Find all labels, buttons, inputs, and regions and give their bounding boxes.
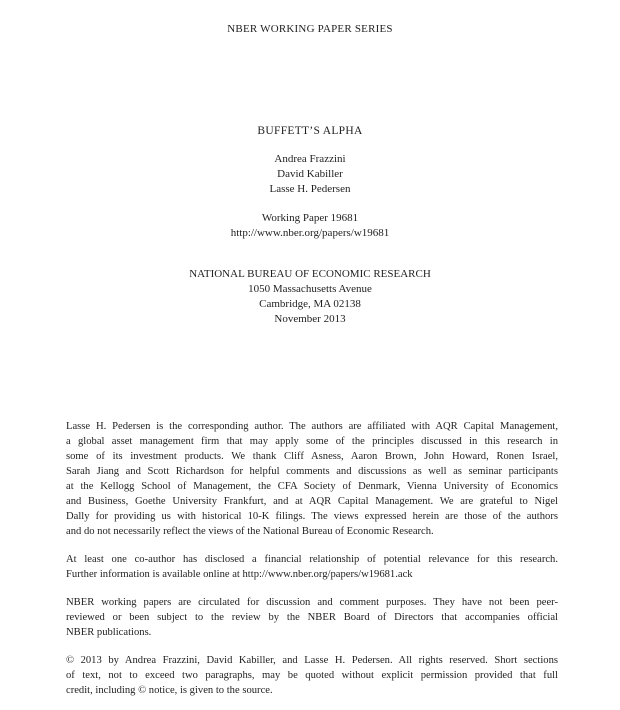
institution-name: NATIONAL BUREAU OF ECONOMIC RESEARCH (189, 268, 431, 280)
paragraph-line: reviewed or been subject to the review by the NBER Board of Directors that accompanies official (66, 612, 558, 623)
paragraph-line: some of its investment products. We thank Cliff Asness, Aaron Brown, John Howard, Ronen Israel, (66, 451, 558, 462)
paragraph-line: and Business, Goethe University Frankfurt, and at AQR Capital Management. We are grateful to Nigel (66, 496, 558, 507)
paragraph-line: Sarah Jiang and Scott Richardson for helpful comments and discussions as well as seminar participants (66, 466, 558, 477)
copyright-paragraph (66, 653, 558, 698)
circulation-paragraph (66, 595, 558, 640)
author-name: Andrea Frazzini (274, 153, 346, 165)
disclosure-paragraph (66, 552, 558, 582)
paragraph-line: a global asset management firm that may apply some of the principles discussed in this research in (66, 436, 558, 447)
author-name: David Kabiller (277, 168, 343, 180)
paragraph-line: and do not necessarily reflect the views of the National Bureau of Economic Research. (66, 526, 434, 537)
paragraph-line: Lasse H. Pedersen is the corresponding author. The authors are affiliated with AQR Capital Management, (66, 421, 558, 432)
publication-date: November 2013 (274, 313, 346, 325)
paper-info-block (0, 211, 620, 241)
working-paper-number: Working Paper 19681 (261, 212, 359, 224)
author-block (0, 152, 620, 197)
paper-title: BUFFETT’S ALPHA (257, 125, 363, 137)
author-name: Lasse H. Pedersen (269, 183, 351, 195)
acknowledgments-block (66, 419, 558, 710)
paragraph-line: NBER publications. (66, 627, 152, 638)
institution-block (0, 267, 620, 327)
paragraph-line: NBER working papers are circulated for discussion and comment purposes. They have not been peer- (66, 597, 558, 608)
paragraph-line: Further information is available online at http://www.nber.org/papers/w19681.ack (66, 569, 413, 580)
paragraph-line: credit, including © notice, is given to the source. (66, 685, 273, 696)
paragraph-line: at the Kellogg School of Management, the CFA Society of Denmark, Vienna University of Economics (66, 481, 558, 492)
paragraph-line: At least one co-author has disclosed a financial relationship of potential relevance for this research. (66, 554, 558, 565)
institution-street: 1050 Massachusetts Avenue (248, 283, 372, 295)
institution-city: Cambridge, MA 02138 (259, 298, 361, 310)
acknowledgments-paragraph (66, 419, 558, 539)
paragraph-line: of text, not to exceed two paragraphs, may be quoted without explicit permission provided that full (66, 670, 558, 681)
paragraph-line: Dally for providing us with historical 10-K filings. The views expressed herein are those of the authors (66, 511, 558, 522)
paper-url: http://www.nber.org/papers/w19681 (230, 227, 390, 239)
series-header: NBER WORKING PAPER SERIES (227, 23, 393, 35)
paragraph-line: © 2013 by Andrea Frazzini, David Kabiller, and Lasse H. Pedersen. All rights reserved. Short sections (66, 655, 558, 666)
